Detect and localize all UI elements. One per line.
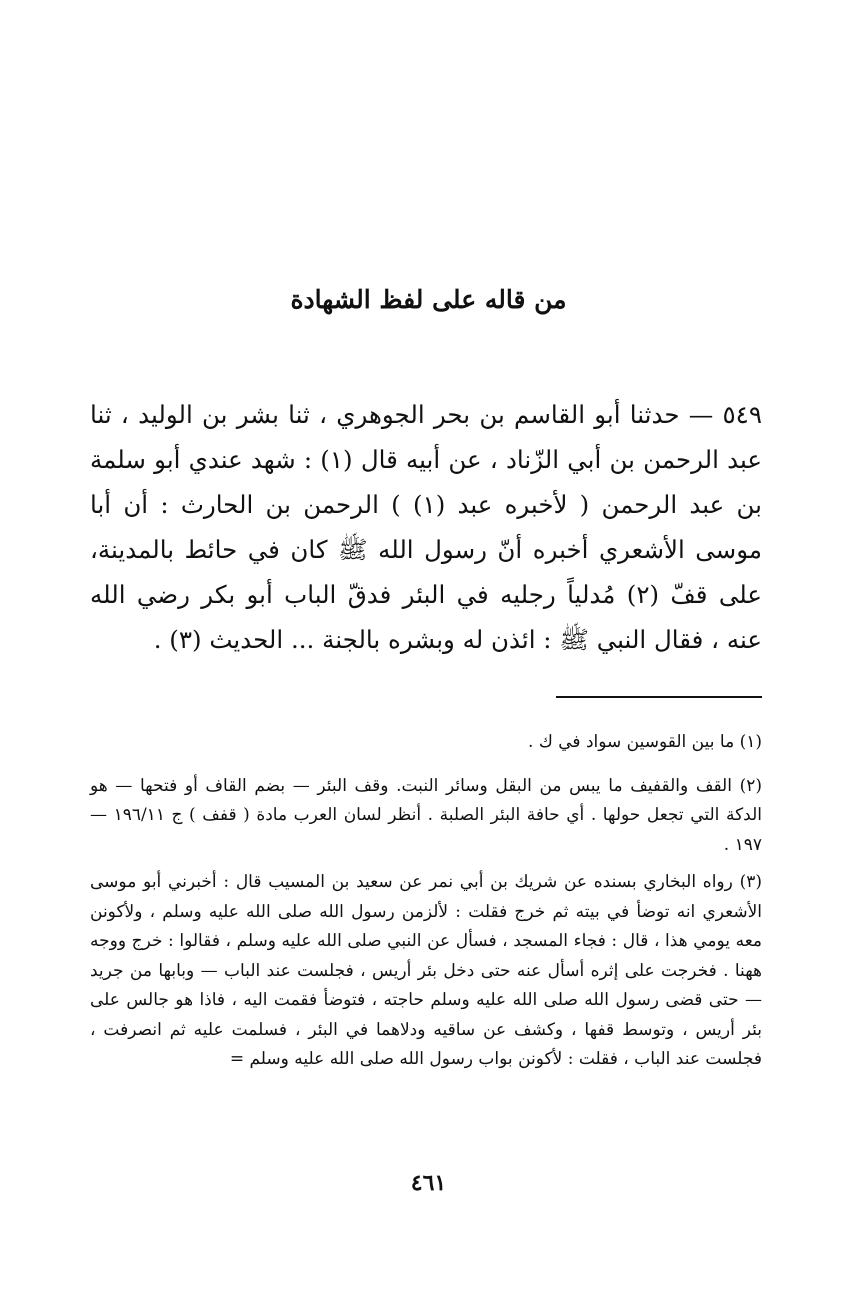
- page-number: ٤٦١: [410, 1170, 447, 1196]
- footnote-separator: [556, 696, 762, 698]
- hadith-text: ٥٤٩ — حدثنا أبو القاسم بن بحر الجوهري ، ثنا بشر بن الوليد ، ثنا عبد الرحمن بن أبي الزّناد ، عن أبيه قال (١) : شهد عندي أبو سلمة بن عبد الرحمن ( لأخبره عبد (١) ) الرحمن بن الحارث : أن أبا موسى الأشعري أخبره أنّ رسول الله ﷺ كان في حائط بالمدينة، على قفّ (٢) مُدلياً رجليه في البئر فدقّ الباب أبو بكر رضي الله عنه ، فقال النبي ﷺ : ائذن له وبشره بالجنة ... الحديث (٣) .: [90, 400, 763, 654]
- footnote-3: (٣) رواه البخاري بسنده عن شريك بن أبي نمر عن سعيد بن المسيب قال : أخبرني أبو موسى الأشعري انه توضأ في بيته ثم خرج فقلت : لألزمن رسول الله صلى الله عليه وسلم ، ولأكونن معه يومي هذا ، قال : فجاء المسجد ، فسأل عن النبي صلى الله عليه وسلم ، فقالوا : خرج ووجه ههنا . فخرجت على إثره أسأل عنه حتى دخل بئر أريس ، فجلست عند الباب — وبابها من جريد — حتى قضى رسول الله صلى الله عليه وسلم حاجته ، فتوضأ فقمت اليه ، فاذا هو جالس على بئر أريس ، وتوسط قفها ، وكشف عن ساقيه ودلاهما في البئر ، فسلمت عليه ثم انصرفت ، فجلست عند الباب ، فقلت : لأكونن بواب رسول الله صلى الله عليه وسلم =: [90, 872, 762, 1069]
- chapter-heading: من قاله على لفظ الشهادة: [290, 285, 567, 314]
- footnote-1: (١) ما بين القوسين سواد في ك .: [528, 732, 762, 752]
- footnotes: [90, 728, 762, 1083]
- footnote-2: (٢) القف والقفيف ما يبس من البقل وسائر النبت. وقف البئر — بضم القاف أو فتحها — هو الدكة التي تجعل حولها . أي حافة البئر الصلبة . أنظر لسان العرب مادة ( قفف ) ج ١٩٦/١١ — ١٩٧ .: [90, 775, 762, 855]
